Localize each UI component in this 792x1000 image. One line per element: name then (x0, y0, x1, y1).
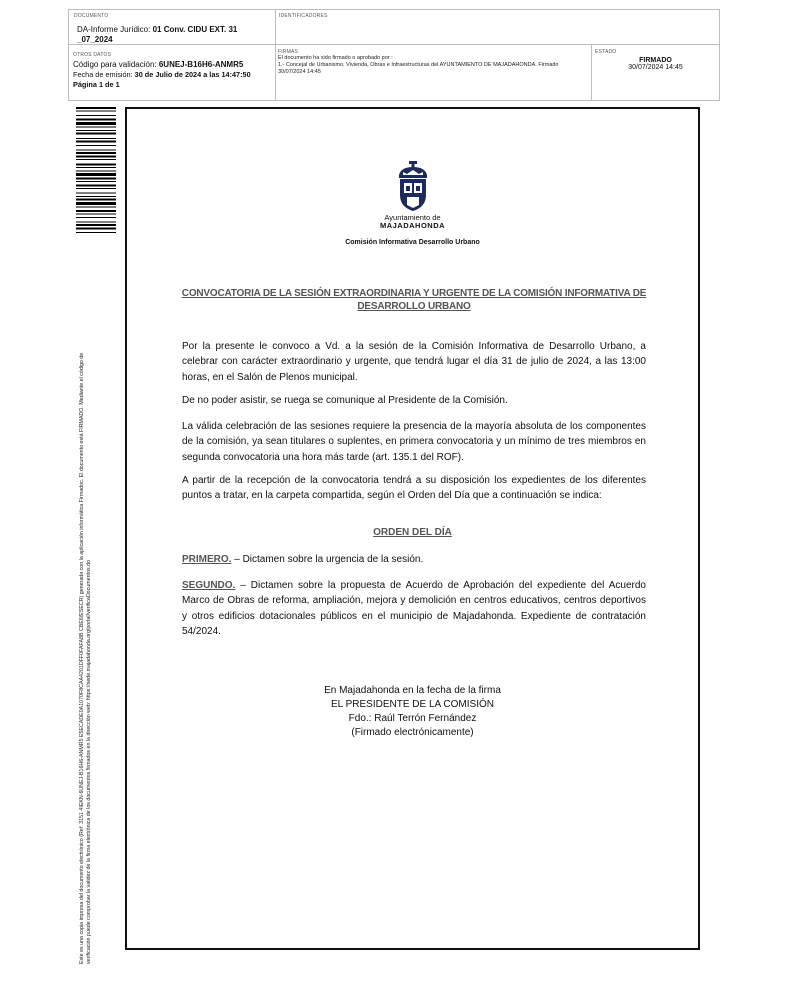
signature-block: En Majadahonda en la fecha de la firma EL PRESIDENTE DE LA COMISIÓN Fdo.: Raúl Terrón Fernández (Firmado electrónicamente) (324, 685, 501, 738)
documento-cell (69, 10, 276, 45)
org-name-line1: Ayuntamiento de (384, 213, 441, 222)
identificadores-cell (276, 10, 719, 45)
paragraph-convocation: Por la presente le convoco a Vd. a la sesión de la Comisión Informativa de Desarrollo Urbano, a celebrar con carácter extraordinario y urgente, que tendrá lugar el día 31 de julio de 2024, a las 13:00 horas, en el Salón de Plenos municipal. (182, 341, 646, 383)
firmas-cell (276, 45, 592, 100)
documento-value: DA-Informe Jurídico: 01 Conv. CIDU EXT. 31 _07_2024 (77, 25, 238, 44)
paragraph-quorum: La válida celebración de las sesiones requiere la presencia de la mayoría absoluta de los componentes de la comisión, ya sean titulares o suplentes, en primera convocatoria y un mínimo de tres miembros en segunda convocatoria una hora más tarde (art. 135.1 del ROF). (182, 421, 646, 463)
otros-datos-cell (69, 45, 276, 100)
document-title: CONVOCATORIA DE LA SESIÓN EXTRAORDINARIA Y URGENTE DE LA COMISIÓN INFORMATIVA DE DESARROLLO URBANO (181, 288, 647, 312)
barcode-icon (76, 107, 116, 275)
fecha-emision: Fecha de emisión: 30 de Julio de 2024 a las 14:47:50 (73, 70, 251, 79)
firmas-label: FIRMAS (278, 49, 299, 55)
document-page (125, 107, 700, 950)
committee-name: Comisión Informativa Desarrollo Urbano (345, 239, 480, 246)
estado-label: ESTADO (595, 49, 617, 55)
codigo-validacion[interactable]: Código para validación: 6UNEJ-B16H6-ANMR5 (73, 60, 244, 69)
paragraph-files: A partir de la recepción de la convocatoria tendrá a su disposición los expedientes de los diferentes puntos a tratar, en la carpeta compartida, según el Orden del Día que a continuación se indica: (182, 475, 646, 502)
firmas-line2: 1.- Concejal de Urbanismo, Vivienda, Obras e Infraestructuras del AYUNTAMIENTO DE MAJADAHONDA. Firmado (278, 62, 559, 68)
paragraph-absence: De no poder asistir, se ruega se comunique al Presidente de la Comisión. (182, 395, 508, 406)
otros-datos-label: OTROS DATOS (73, 52, 112, 58)
firmas-line1: El documento ha sido firmado o aprobado por : (278, 55, 393, 61)
estado-cell (592, 45, 719, 100)
org-name-line2: MAJADAHONDA (379, 221, 446, 230)
agenda-title: ORDEN DEL DÍA (373, 527, 452, 538)
firmas-line3: 30/07/2024 14:45 (278, 69, 321, 75)
estado-value: FIRMADO (639, 57, 672, 64)
page-count: Página 1 de 1 (73, 80, 120, 89)
verification-side-text: Este es una copia impresa del documento electrónico (Ref: 3151 4IEKN-6UNEJ-B16H6-ANMR5 E5ECADE0A1070F8CAA4201DFF0FAFA8B CBE6/ESECR) generada con la aplicación informática Firmadoc. El documento está FIRMADO. Mediante el código de verificación puede comprobar la validez de la firma electrónica de los documentos firmados en la dirección web: https://sede.majadahonda.org/portal/verificaDocumentos.do (79, 352, 92, 964)
documento-label: DOCUMENTO (74, 13, 109, 19)
agenda-item-1: PRIMERO. – Dictamen sobre la urgencia de la sesión. (182, 554, 424, 565)
identificadores-label: IDENTIFICADORES (279, 13, 328, 19)
document-header (68, 9, 720, 101)
agenda-item-2: SEGUNDO. – Dictamen sobre la propuesta de Acuerdo de Aprobación del expediente del Acuerdo Marco de Obras de reforma, ampliación, mejora y demolición en centros educativos, centros deportivos y otros edificios dotacionales públicos en el municipio de Majadahonda. Expediente de contratación 54/2024. (182, 580, 646, 638)
estado-date: 30/07/2024 14:45 (628, 64, 683, 71)
